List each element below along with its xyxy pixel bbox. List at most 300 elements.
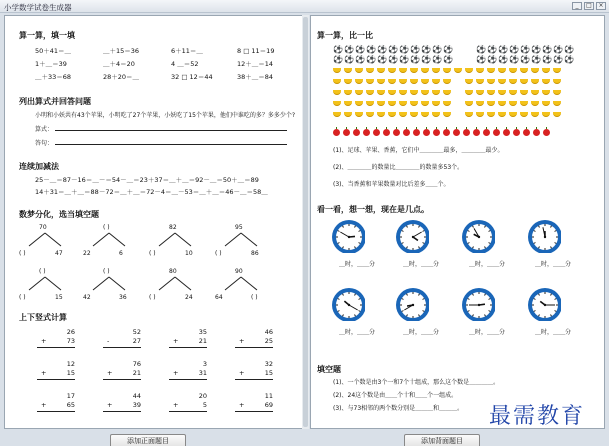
fill-equation[interactable]: 32 □ 12＝44	[171, 73, 213, 81]
calc-line	[169, 379, 207, 380]
calc-operator: +	[173, 369, 179, 377]
add-front-question-button[interactable]: 添加正面题目	[110, 434, 186, 446]
banana-icon	[443, 90, 451, 95]
split-tree	[79, 268, 139, 308]
fill-equation[interactable]: ＿＋4＝20	[103, 60, 135, 68]
calc-line	[235, 411, 273, 412]
banana-icon	[377, 79, 385, 84]
apple-icon	[333, 129, 340, 136]
calc-line	[169, 347, 207, 348]
soccer-ball-icon: ⚽	[520, 55, 530, 64]
banana-icon	[421, 112, 429, 117]
fill-equation[interactable]: 6＋11＝＿	[171, 47, 203, 55]
fill-equation[interactable]: 38＋＿＝84	[237, 73, 274, 81]
branch-line	[109, 277, 125, 290]
clock-face-icon	[461, 287, 495, 321]
banana-icon	[410, 79, 418, 84]
vertical-calc[interactable]	[37, 360, 75, 382]
page-scrollbar[interactable]	[302, 15, 309, 429]
soccer-ball-icon: ⚽	[377, 55, 387, 64]
banana-icon	[520, 112, 528, 117]
vertical-calc[interactable]	[169, 328, 207, 350]
banana-icon	[531, 68, 539, 73]
calc-bottom-number: 31	[198, 369, 207, 377]
section-title-blanks: 填空题	[317, 365, 341, 374]
calc-line	[37, 379, 75, 380]
soccer-ball-icon: ⚽	[542, 45, 552, 54]
banana-icon	[366, 112, 374, 117]
split-left[interactable]: ( )	[215, 250, 222, 257]
compare-question-2: (2)、＿＿＿＿的数量比＿＿＿＿的数量多53个。	[333, 164, 464, 171]
fill-equation[interactable]: 50＋41＝＿	[35, 47, 72, 55]
banana-icon	[333, 68, 341, 73]
minimize-button[interactable]: _	[572, 2, 582, 10]
banana-icon	[399, 68, 407, 73]
banana-icon	[509, 68, 517, 73]
section-title-fill: 算一算，填一填	[19, 31, 75, 40]
maximize-button[interactable]: □	[584, 2, 594, 10]
section-title-split: 数梦分化，选当填空题	[19, 210, 99, 219]
compare-question-3: (3)、当香蕉和苹果数量对比后差多＿＿个。	[333, 181, 450, 188]
banana-icon	[520, 68, 528, 73]
soccer-ball-icon: ⚽	[509, 45, 519, 54]
branch-line	[241, 277, 257, 290]
split-top[interactable]: 70	[39, 224, 47, 231]
banana-icon	[487, 90, 495, 95]
clock-center	[544, 304, 546, 306]
apple-icon	[373, 129, 380, 136]
clock-center	[348, 304, 350, 306]
banana-icon	[476, 101, 484, 106]
clock-time-blank[interactable]: ＿时，＿＿分	[403, 329, 440, 336]
banana-icon	[432, 101, 440, 106]
clock-face-icon	[331, 287, 365, 321]
split-right[interactable]: 6	[119, 250, 123, 257]
banana-icon	[388, 112, 396, 117]
banana-icon	[531, 101, 539, 106]
banana-icon	[355, 101, 363, 106]
banana-icon	[476, 90, 484, 95]
split-right[interactable]: 36	[119, 294, 127, 301]
split-branches	[145, 268, 205, 308]
banana-icon	[399, 112, 407, 117]
banana-icon	[366, 68, 374, 73]
chain-row-2: 14＋31＝＿＋＿＝88－72＝＿＋＿＝72－4＝＿－53＝＿＋＿＝46－＿＝58＿	[35, 188, 268, 196]
clock-face-icon	[527, 287, 561, 321]
banana-icon	[432, 79, 440, 84]
split-tree	[79, 224, 139, 264]
calc-operator: +	[239, 369, 245, 377]
banana-icon	[399, 101, 407, 106]
soccer-ball-icon: ⚽	[498, 55, 508, 64]
calc-bottom-number: 39	[132, 401, 141, 409]
vertical-calc[interactable]	[169, 392, 207, 414]
split-right[interactable]: ( )	[251, 294, 258, 301]
split-right[interactable]: 86	[251, 250, 259, 257]
banana-icon	[553, 90, 561, 95]
banana-icon	[520, 79, 528, 84]
banana-icon	[410, 101, 418, 106]
banana-icon	[344, 90, 352, 95]
front-page	[4, 15, 303, 429]
split-top[interactable]: ( )	[103, 224, 110, 231]
banana-icon	[432, 112, 440, 117]
banana-icon	[509, 112, 517, 117]
add-back-question-button[interactable]: 添加背面题目	[404, 434, 480, 446]
calc-top-number: 3	[202, 360, 207, 368]
banana-icon	[333, 112, 341, 117]
calc-line	[103, 411, 141, 412]
soccer-ball-icon: ⚽	[487, 55, 497, 64]
soccer-ball-icon: ⚽	[553, 45, 563, 54]
banana-icon	[542, 68, 550, 73]
branch-line	[93, 277, 109, 290]
calc-bottom-number: 21	[198, 337, 207, 345]
split-left[interactable]: ( )	[19, 294, 26, 301]
vertical-calc[interactable]	[37, 392, 75, 414]
calc-line	[37, 347, 75, 348]
split-left[interactable]: ( )	[149, 294, 156, 301]
soccer-ball-icon: ⚽	[377, 45, 387, 54]
clock-time-blank[interactable]: ＿时，＿＿分	[339, 261, 376, 268]
split-top[interactable]: ( )	[39, 268, 46, 275]
split-left[interactable]: 64	[215, 294, 223, 301]
banana-icon	[421, 68, 429, 73]
vertical-calc[interactable]	[103, 328, 141, 350]
branch-line	[109, 233, 125, 246]
banana-icon	[553, 112, 561, 117]
calc-line	[103, 347, 141, 348]
split-left[interactable]: 42	[83, 294, 91, 301]
chain-row-1: 25－＿＝87－16＝＿－＝54－＿＝23＋37＝＿＋＿＝92－＿＝50＋＿＝89	[35, 176, 259, 184]
clock-time-blank[interactable]: ＿时，＿＿分	[469, 329, 506, 336]
compare-question-1: (1)、足球、苹果、香蕉，它们中＿＿＿＿最多，＿＿＿＿最少。	[333, 147, 504, 154]
banana-icon	[465, 112, 473, 117]
soccer-ball-icon: ⚽	[366, 55, 376, 64]
calc-bottom-number: 69	[264, 401, 273, 409]
banana-icon	[399, 90, 407, 95]
soccer-ball-icon: ⚽	[399, 45, 409, 54]
banana-icon	[553, 79, 561, 84]
apple-icon	[483, 129, 490, 136]
banana-icon	[388, 101, 396, 106]
banana-icon	[454, 68, 462, 73]
calc-operator: +	[107, 401, 113, 409]
split-branches	[79, 268, 139, 308]
title-bar	[0, 0, 609, 13]
banana-icon	[355, 79, 363, 84]
clock-center	[544, 236, 546, 238]
vertical-calc[interactable]	[103, 360, 141, 382]
formula-line[interactable]	[55, 130, 287, 131]
apple-icon	[503, 129, 510, 136]
split-left[interactable]: ( )	[149, 250, 156, 257]
banana-icon	[344, 79, 352, 84]
soccer-ball-icon: ⚽	[388, 55, 398, 64]
clock-center	[478, 304, 480, 306]
blank-question-1: (1)、一个数是由3个一和7个十组成，那么这个数是＿＿＿＿。	[333, 379, 500, 386]
branch-line	[45, 277, 61, 290]
banana-icon	[388, 79, 396, 84]
calc-top-number: 35	[198, 328, 207, 336]
banana-icon	[410, 68, 418, 73]
soccer-ball-icon: ⚽	[476, 55, 486, 64]
soccer-ball-icon: ⚽	[399, 55, 409, 64]
soccer-ball-icon: ⚽	[564, 55, 574, 64]
banana-icon	[399, 79, 407, 84]
fill-equation[interactable]: ＿＋33＝68	[35, 73, 72, 81]
banana-icon	[542, 112, 550, 117]
apple-icon	[353, 129, 360, 136]
apple-icon	[443, 129, 450, 136]
banana-icon	[498, 79, 506, 84]
calc-top-number: 52	[132, 328, 141, 336]
split-tree	[145, 268, 205, 308]
vertical-calc[interactable]	[37, 328, 75, 350]
calc-bottom-number: 73	[66, 337, 75, 345]
answer-label: 答句：	[35, 140, 54, 147]
banana-icon	[487, 112, 495, 117]
split-right[interactable]: 24	[185, 294, 193, 301]
vertical-calc[interactable]	[169, 360, 207, 382]
banana-icon	[509, 101, 517, 106]
apple-icon	[463, 129, 470, 136]
banana-icon	[344, 68, 352, 73]
branch-line	[241, 233, 257, 246]
banana-icon	[443, 79, 451, 84]
banana-icon	[553, 68, 561, 73]
banana-icon	[388, 90, 396, 95]
banana-icon	[487, 79, 495, 84]
soccer-ball-icon: ⚽	[487, 45, 497, 54]
clock-time-blank[interactable]: ＿时，＿＿分	[339, 329, 376, 336]
apple-icon	[493, 129, 500, 136]
calc-top-number: 76	[132, 360, 141, 368]
formula-label: 算式：	[35, 126, 54, 133]
banana-icon	[432, 68, 440, 73]
calc-bottom-number: 27	[132, 337, 141, 345]
apple-icon	[523, 129, 530, 136]
clock-center	[348, 236, 350, 238]
apple-icon	[363, 129, 370, 136]
vertical-calc[interactable]	[235, 328, 273, 350]
soccer-ball-icon: ⚽	[553, 55, 563, 64]
banana-icon	[531, 79, 539, 84]
fill-equation[interactable]: 28＋20＝＿	[103, 73, 140, 81]
soccer-ball-icon: ⚽	[421, 55, 431, 64]
split-top[interactable]: 95	[235, 224, 243, 231]
banana-icon	[509, 90, 517, 95]
banana-icon	[476, 112, 484, 117]
soccer-ball-icon: ⚽	[443, 45, 453, 54]
apple-icon	[343, 129, 350, 136]
soccer-ball-icon: ⚽	[476, 45, 486, 54]
calc-top-number: 12	[66, 360, 75, 368]
banana-icon	[476, 79, 484, 84]
soccer-ball-icon: ⚽	[421, 45, 431, 54]
banana-icon	[333, 90, 341, 95]
banana-icon	[377, 101, 385, 106]
banana-icon	[476, 68, 484, 73]
soccer-ball-icon: ⚽	[344, 55, 354, 64]
banana-icon	[388, 68, 396, 73]
clock-time-blank[interactable]: ＿时，＿＿分	[535, 329, 572, 336]
banana-icon	[498, 68, 506, 73]
calc-top-number: 32	[264, 360, 273, 368]
branch-line	[29, 277, 45, 290]
split-right[interactable]: 15	[55, 294, 63, 301]
banana-icon	[344, 101, 352, 106]
apple-icon	[433, 129, 440, 136]
split-tree	[15, 268, 75, 308]
banana-icon	[333, 101, 341, 106]
clock-face-icon	[461, 219, 495, 253]
split-right[interactable]: 10	[185, 250, 193, 257]
apple-icon	[413, 129, 420, 136]
calc-top-number: 46	[264, 328, 273, 336]
soccer-ball-icon: ⚽	[333, 55, 343, 64]
banana-icon	[542, 101, 550, 106]
blank-question-2: (2)、24这个数是由＿＿个十和＿＿个一组成。	[333, 392, 458, 399]
calc-bottom-number: 15	[66, 369, 75, 377]
clock-time-blank[interactable]: ＿时，＿＿分	[535, 261, 572, 268]
split-top[interactable]: 90	[235, 268, 243, 275]
soccer-ball-icon: ⚽	[564, 45, 574, 54]
banana-icon	[542, 90, 550, 95]
banana-icon	[377, 112, 385, 117]
fill-equation[interactable]: 1＋＿＝39	[35, 60, 67, 68]
section-title-compare: 算一算，比一比	[317, 31, 373, 40]
calc-operator: +	[41, 337, 47, 345]
answer-line[interactable]	[55, 144, 287, 145]
vertical-calc[interactable]	[235, 360, 273, 382]
soccer-ball-icon: ⚽	[542, 55, 552, 64]
banana-icon	[355, 112, 363, 117]
calc-bottom-number: 21	[132, 369, 141, 377]
split-right[interactable]: 47	[55, 250, 63, 257]
clock-time-blank[interactable]: ＿时，＿＿分	[403, 261, 440, 268]
banana-icon	[355, 68, 363, 73]
window-title: 小学数学试卷生成器	[4, 3, 72, 12]
branch-line	[93, 233, 109, 246]
banana-icon	[487, 68, 495, 73]
banana-icon	[498, 112, 506, 117]
fill-equation[interactable]: 8 □ 11＝19	[237, 47, 275, 55]
clock-face-icon	[395, 287, 429, 321]
banana-icon	[465, 68, 473, 73]
watermark-logo: 最需教育	[489, 404, 586, 429]
vertical-calc[interactable]	[235, 392, 273, 414]
calc-operator: -	[107, 337, 110, 345]
banana-icon	[443, 101, 451, 106]
section-title-vertical: 上下竖式计算	[19, 313, 67, 322]
banana-icon	[498, 101, 506, 106]
section-title-word-problem: 列出算式并回答问题	[19, 97, 91, 106]
split-left[interactable]: ( )	[19, 250, 26, 257]
calc-operator: +	[107, 369, 113, 377]
soccer-ball-icon: ⚽	[432, 45, 442, 54]
apple-icon	[543, 129, 550, 136]
fill-equation[interactable]: 12＋＿＝14	[237, 60, 274, 68]
calc-operator: +	[41, 401, 47, 409]
close-button[interactable]: ×	[596, 2, 606, 10]
banana-icon	[421, 90, 429, 95]
split-tree	[145, 224, 205, 264]
calc-bottom-number: 25	[264, 337, 273, 345]
calc-operator: +	[173, 337, 179, 345]
calc-top-number: 17	[66, 392, 75, 400]
soccer-ball-icon: ⚽	[355, 55, 365, 64]
banana-icon	[542, 79, 550, 84]
split-branches	[145, 224, 205, 264]
soccer-ball-icon: ⚽	[531, 45, 541, 54]
banana-icon	[465, 101, 473, 106]
split-branches	[15, 268, 75, 308]
fill-equation[interactable]: ＿＋15＝36	[103, 47, 140, 55]
split-left[interactable]: 22	[83, 250, 91, 257]
clock-face-icon	[331, 219, 365, 253]
branch-line	[175, 277, 191, 290]
clock-center	[412, 304, 414, 306]
split-top[interactable]: ( )	[103, 268, 110, 275]
calc-operator: +	[173, 401, 179, 409]
soccer-ball-icon: ⚽	[410, 55, 420, 64]
apple-icon	[403, 129, 410, 136]
calc-line	[235, 379, 273, 380]
split-branches	[15, 224, 75, 264]
soccer-ball-icon: ⚽	[355, 45, 365, 54]
banana-icon	[377, 68, 385, 73]
vertical-calc[interactable]	[103, 392, 141, 414]
soccer-ball-icon: ⚽	[333, 45, 343, 54]
branch-line	[225, 277, 241, 290]
split-top[interactable]: 82	[169, 224, 177, 231]
soccer-ball-icon: ⚽	[366, 45, 376, 54]
banana-icon	[509, 79, 517, 84]
apple-icon	[533, 129, 540, 136]
calc-bottom-number: 65	[66, 401, 75, 409]
calc-bottom-number: 15	[264, 369, 273, 377]
section-title-clock: 看一看，想一想，现在是几点。	[317, 205, 429, 214]
branch-line	[159, 277, 175, 290]
calc-bottom-number: 5	[202, 401, 207, 409]
banana-icon	[344, 112, 352, 117]
calc-operator: +	[41, 369, 47, 377]
calc-line	[103, 379, 141, 380]
banana-icon	[432, 90, 440, 95]
banana-icon	[366, 101, 374, 106]
banana-icon	[487, 101, 495, 106]
split-top[interactable]: 80	[169, 268, 177, 275]
banana-icon	[520, 101, 528, 106]
branch-line	[225, 233, 241, 246]
banana-icon	[410, 112, 418, 117]
split-branches	[211, 268, 271, 308]
soccer-ball-icon: ⚽	[432, 55, 442, 64]
apple-icon	[513, 129, 520, 136]
split-branches	[211, 224, 271, 264]
clock-time-blank[interactable]: ＿时，＿＿分	[469, 261, 506, 268]
banana-icon	[421, 79, 429, 84]
soccer-ball-icon: ⚽	[531, 55, 541, 64]
calc-line	[169, 411, 207, 412]
fill-equation[interactable]: 4 ＿＝52	[171, 60, 199, 68]
banana-icon	[465, 79, 473, 84]
calc-top-number: 44	[132, 392, 141, 400]
calc-operator: +	[239, 401, 245, 409]
back-page	[310, 15, 605, 429]
blank-question-3: (3)、与73相邻的两个数分别是＿＿＿和＿＿＿。	[333, 405, 464, 412]
